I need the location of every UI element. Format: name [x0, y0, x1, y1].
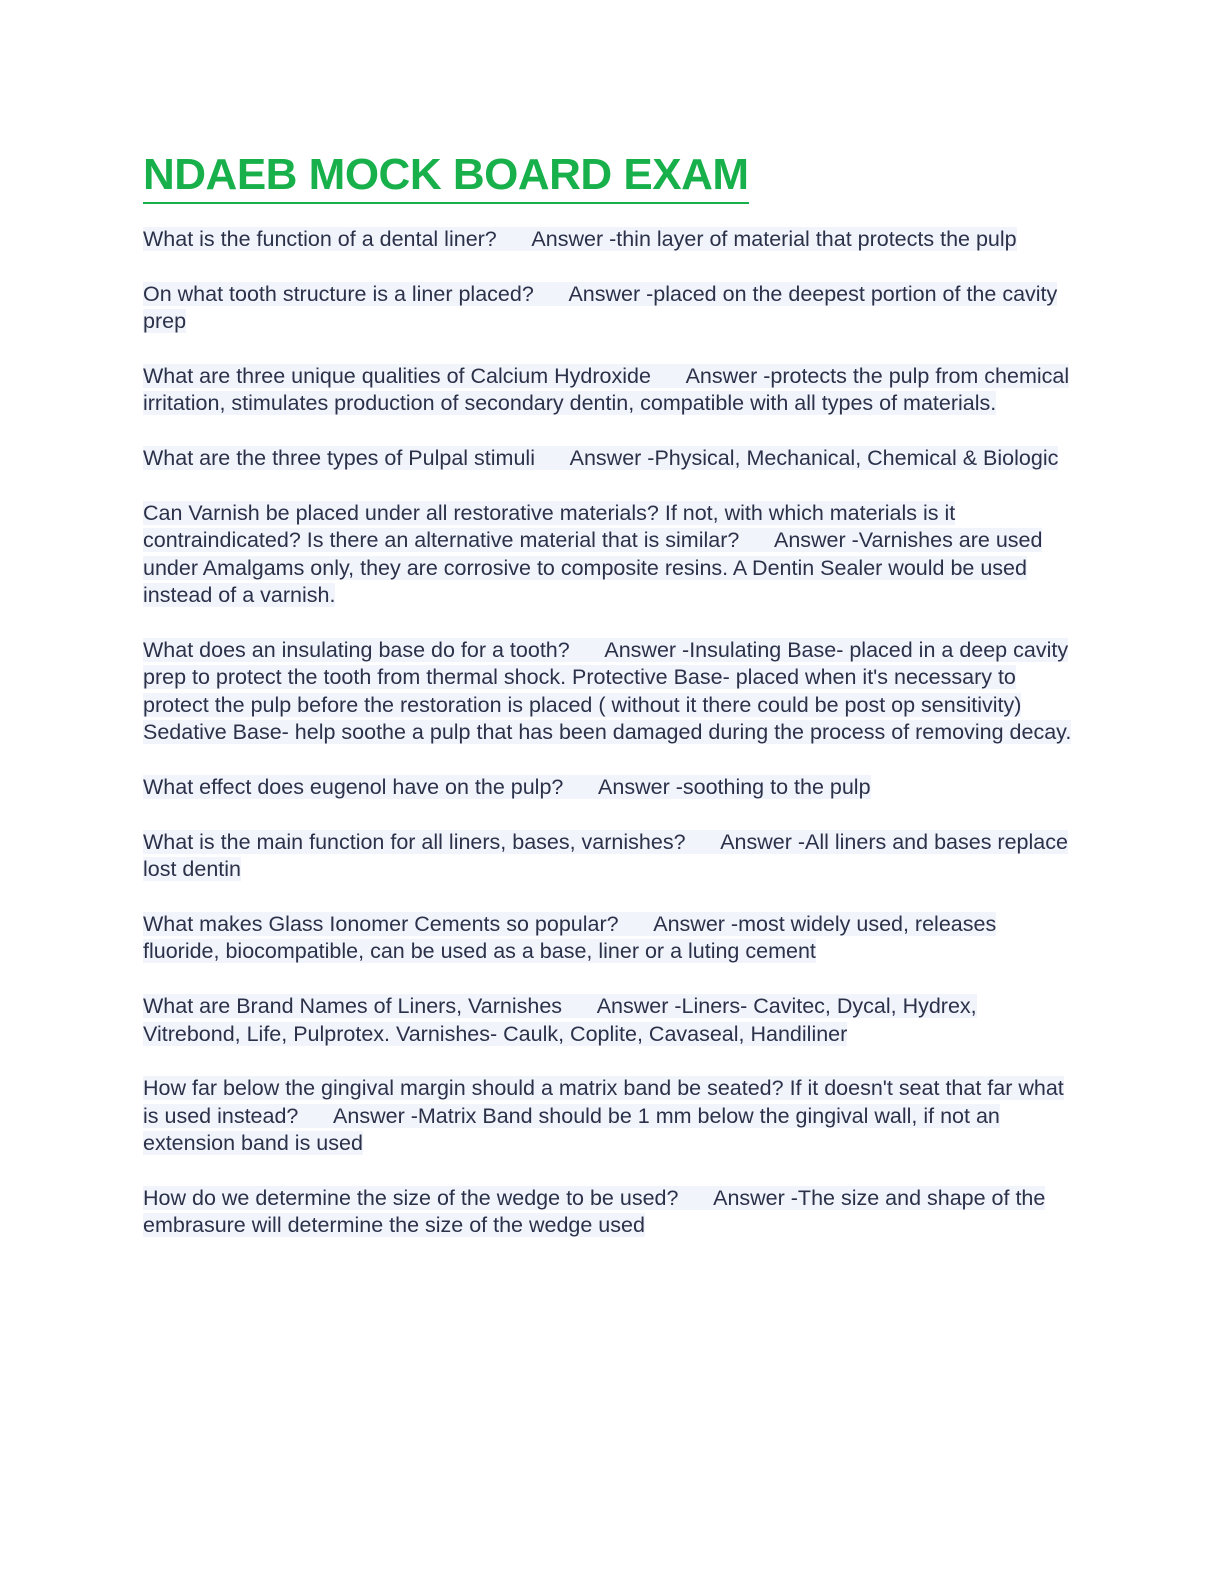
- question-text: What makes Glass Ionomer Cements so popular?: [143, 912, 619, 937]
- qa-item: [143, 774, 1078, 801]
- qa-item: [143, 993, 1078, 1048]
- answer-text: Answer -Varnishes are used under Amalgams only, they are corrosive to composite resins. A Dentin Sealer would be used instead of a varnish.: [143, 528, 1043, 608]
- answer-text: Answer -protects the pulp from chemical irritation, stimulates production of secondary dentin, compatible with all types of materials.: [143, 364, 1070, 416]
- qa-list: [143, 226, 1078, 1267]
- answer-text: Answer -thin layer of material that protects the pulp: [531, 227, 1017, 251]
- document-title: NDAEB MOCK BOARD EXAM: [143, 148, 749, 204]
- qa-item: [143, 445, 1078, 472]
- qa-item: [143, 637, 1078, 747]
- qa-item: [143, 1185, 1078, 1240]
- qa-item: [143, 911, 1078, 966]
- answer-text: Answer -most widely used, releases fluoride, biocompatible, can be used as a base, liner or a luting cement: [143, 912, 997, 964]
- question-text: What effect does eugenol have on the pulp?: [143, 775, 564, 800]
- question-text: What are three unique qualities of Calcium Hydroxide: [143, 364, 651, 388]
- answer-text: Answer -Physical, Mechanical, Chemical & Biologic: [569, 446, 1059, 471]
- qa-item: [143, 226, 1078, 253]
- question-text: On what tooth structure is a liner placed?: [143, 281, 534, 306]
- qa-item: [143, 1075, 1078, 1157]
- question-text: What is the function of a dental liner?: [143, 227, 497, 251]
- question-text: How far below the gingival margin should a matrix band be seated? If it doesn't seat that far what is used instead?: [143, 1076, 1064, 1128]
- answer-text: Answer -All liners and bases replace lost dentin: [143, 829, 1068, 882]
- question-text: What are Brand Names of Liners, Varnishes: [143, 994, 563, 1019]
- qa-item: [143, 500, 1078, 610]
- qa-item: [143, 363, 1078, 418]
- question-text: How do we determine the size of the wedge to be used?: [143, 1186, 679, 1211]
- answer-text: Answer -Liners- Cavitec, Dycal, Hydrex, Vitrebond, Life, Pulprotex. Varnishes- Caulk, Coplite, Cavaseal, Handiliner: [143, 994, 977, 1046]
- answer-text: Answer -placed on the deepest portion of the cavity prep: [143, 281, 1058, 334]
- answer-text: Answer -soothing to the pulp: [598, 775, 871, 800]
- qa-item: [143, 281, 1078, 336]
- question-text: What is the main function for all liners, bases, varnishes?: [143, 829, 686, 854]
- question-text: What are the three types of Pulpal stimuli: [143, 446, 535, 471]
- answer-text: Answer -Matrix Band should be 1 mm below the gingival wall, if not an extension band is used: [143, 1103, 1000, 1156]
- question-text: What does an insulating base do for a tooth?: [143, 638, 570, 663]
- answer-text: Answer -Insulating Base- placed in a deep cavity prep to protect the tooth from thermal shock. Protective Base- placed when it's necessary to protect the pulp before the restoration is placed ( without it there could be post op sensitivity) Sedative Base- help soothe a pulp that has been damaged during the process of removing decay.: [143, 638, 1072, 745]
- answer-text: Answer -The size and shape of the embrasure will determine the size of the wedge used: [143, 1186, 1046, 1238]
- qa-item: [143, 829, 1078, 884]
- question-text: Can Varnish be placed under all restorative materials? If not, with which materials is it contraindicated? Is there an alternative material that is similar?: [143, 501, 956, 553]
